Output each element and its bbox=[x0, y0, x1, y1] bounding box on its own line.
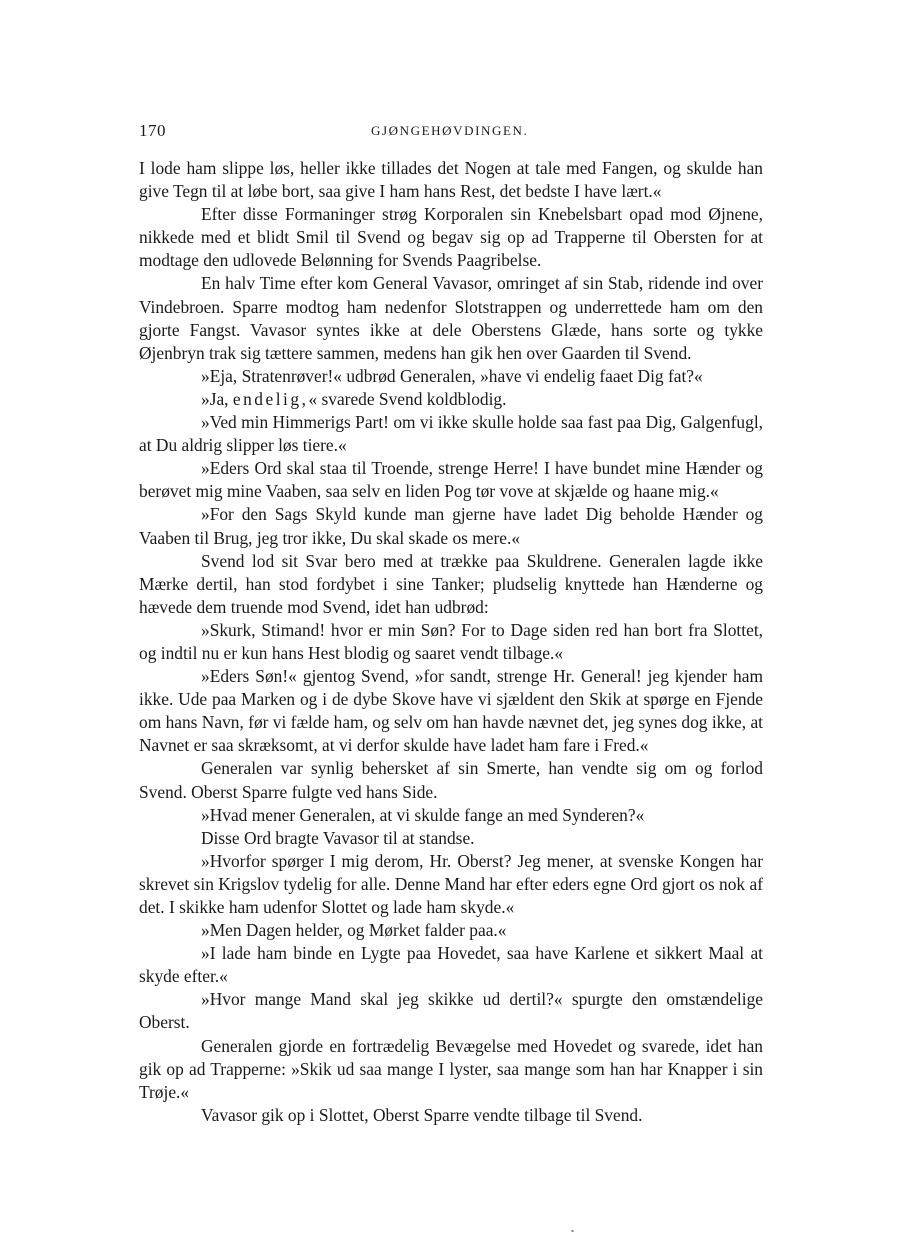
paragraph: »Hvor mange Mand skal jeg skikke ud dertil?« spurgte den omstændelige Oberst. bbox=[139, 989, 763, 1033]
paper-speck bbox=[571, 1230, 574, 1232]
paragraph: »I lade ham binde en Lygte paa Hovedet, saa have Karlene et sikkert Maal at skyde efter.« bbox=[139, 943, 763, 987]
paragraph: Svend lod sit Svar bero med at trække paa Skuldrene. Generalen lagde ikke Mærke dertil, han stod fordybet i sine Tanker; pludselig knyttede han Hænderne og hævede dem truende mod Svend, idet han udbrød: bbox=[139, 550, 763, 617]
paragraph bbox=[139, 388, 763, 411]
paragraph-prefix: »Ja, bbox=[201, 388, 233, 409]
paragraph: Vavasor gik op i Slottet, Oberst Sparre vendte tilbage til Svend. bbox=[201, 1104, 643, 1125]
paragraph: »Eders Søn!« gjentog Svend, »for sandt, strenge Hr. General! jeg kjender ham ikke. Ude paa Marken og i de dybe Skove have vi sjældent den Skik at spørge en Fjende om hans Navn, før vi fælde ham, og selv om han havde nævnet det, jeg synes dog ikke, at Navnet er saa skræksomt, at vi derfor skulde have ladet ham fare i Fred.« bbox=[139, 666, 764, 756]
running-title: GJØNGEHØVDINGEN. bbox=[371, 123, 529, 138]
paragraph: Disse Ord bragte Vavasor til at standse. bbox=[201, 827, 475, 848]
paragraph: »Eders Ord skal staa til Troende, strenge Herre! I have bundet mine Hænder og berøvet mig mine Vaaben, saa selv en liden Pog tør vove at skjælde og haane mig.« bbox=[139, 458, 763, 502]
paragraph: »For den Sags Skyld kunde man gjerne have ladet Dig beholde Hænder og Vaaben til Brug, jeg tror ikke, Du skal skade os mere.« bbox=[139, 504, 763, 548]
paragraph: »Ved min Himmerigs Part! om vi ikke skulle holde saa fast paa Dig, Galgenfugl, at Du aldrig slipper løs tiere.« bbox=[139, 412, 763, 456]
paragraph: Generalen gjorde en fortrædelig Bevægelse med Hovedet og svarede, idet han gik op ad Trapperne: »Skik ud saa mange I lyster, saa mange som han har Knapper i sin Trøje.« bbox=[139, 1035, 763, 1102]
emphasized-word: endelig, bbox=[232, 388, 309, 409]
page-number: 170 bbox=[139, 121, 166, 140]
paragraph: »Hvad mener Generalen, at vi skulde fange an med Synderen?« bbox=[201, 804, 645, 825]
paragraph: »Hvorfor spørger I mig derom, Hr. Oberst? Jeg mener, at svenske Kongen har skrevet sin Krigslov tydelig for alle. Denne Mand har efter eders egne Ord gjort os nok af det. I skikke ham udenfor Slottet og lade ham skyde.« bbox=[139, 850, 763, 917]
paragraph: Generalen var synlig behersket af sin Smerte, han vendte sig om og forlod Svend. Oberst Sparre fulgte ved hans Side. bbox=[139, 758, 763, 802]
paragraph: Efter disse Formaninger strøg Korporalen sin Knebelsbart opad mod Øjnene, nikkede med et blidt Smil til Svend og begav sig op ad Trapperne til Obersten for at modtage den udlovede Belønning for Svends Paagribelse. bbox=[139, 204, 763, 271]
paragraph: I lode ham slippe løs, heller ikke tillades det Nogen at tale med Fangen, og skulde han give Tegn til at løbe bort, saa give I ham hans Rest, det bedste I have lært.« bbox=[139, 158, 763, 202]
paragraph: »Skurk, Stimand! hvor er min Søn? For to Dage siden red han bort fra Slottet, og indtil nu er kun hans Hest blodig og saaret vendt tilbage.« bbox=[139, 619, 763, 663]
page-header bbox=[139, 121, 763, 143]
paragraph: En halv Time efter kom General Vavasor, omringet af sin Stab, ridende ind over Vindebroen. Sparre modtog ham nedenfor Slotstrappen og underrettede ham om den gjorte Fangst. Vavasor syntes ikke at dele Oberstens Glæde, hans sorte og tykke Øjenbryn trak sig tættere sammen, medens han gik hen over Gaarden til Svend. bbox=[139, 273, 763, 363]
paragraph: »Eja, Stratenrøver!« udbrød Generalen, »have vi endelig faaet Dig fat?« bbox=[201, 365, 703, 386]
paragraph-suffix: « svarede Svend koldblodig. bbox=[308, 388, 507, 409]
body-text bbox=[139, 157, 763, 1127]
paragraph: »Men Dagen helder, og Mørket falder paa.« bbox=[201, 920, 507, 941]
